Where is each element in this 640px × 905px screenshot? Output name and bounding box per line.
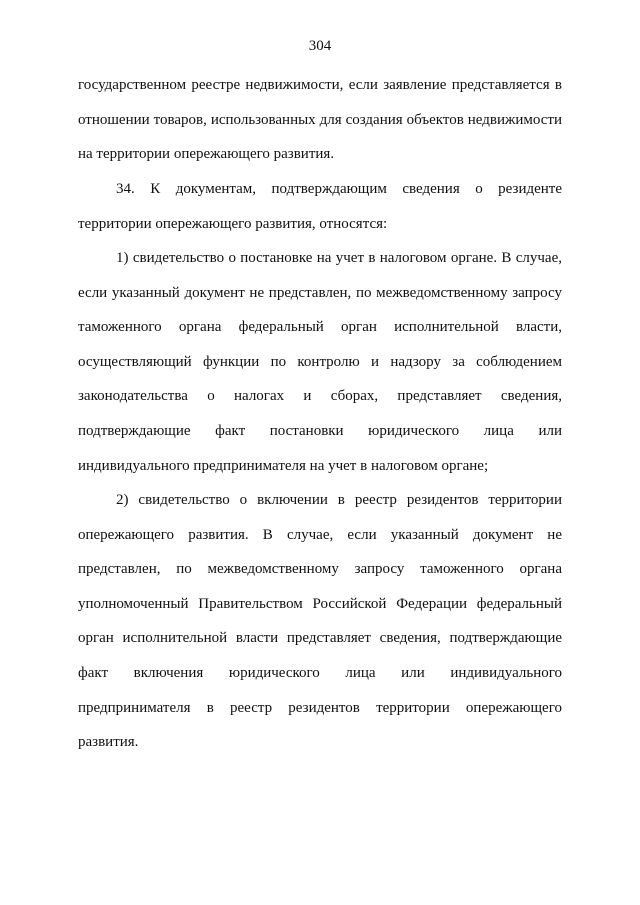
paragraph-item-34 [78, 172, 562, 241]
paragraph-item-34-text: 34. К документам, подтверждающим сведения о резиденте территории опережающего развития, относятся: [78, 181, 562, 232]
paragraph-continuation-text: государственном реестре недвижимости, если заявление представляется в отношении товаров, использованных для создания объектов недвижимости на территории опережающего развития. [78, 77, 562, 163]
page-number: 304 [308, 38, 332, 54]
paragraph-subitem-1 [78, 241, 562, 483]
paragraph-subitem-1-text: 1) свидетельство о постановке на учет в налоговом органе. В случае, если указанный документ не представлен, по межведомственному запросу таможенного органа федеральный орган исполнительной власти, осуществляющий функции по контролю и надзору за соблюдением законодательства о налогах и сборах, представляет сведения, подтверждающие факт постановки юридического лица или индивидуального предпринимателя на учет в налоговом органе; [78, 250, 562, 474]
paragraph-subitem-2-text: 2) свидетельство о включении в реестр резидентов территории опережающего развития. В случае, если указанный документ не представлен, по межведомственному запросу таможенного органа уполномоченный Правительством Российской Федерации федеральный орган исполнительной власти представляет сведения, подтверждающие факт включения юридического лица или индивидуального предпринимателя в реестр резидентов территории опережающего развития. [78, 492, 562, 751]
paragraph-continuation [78, 68, 562, 172]
paragraph-subitem-2 [78, 483, 562, 760]
